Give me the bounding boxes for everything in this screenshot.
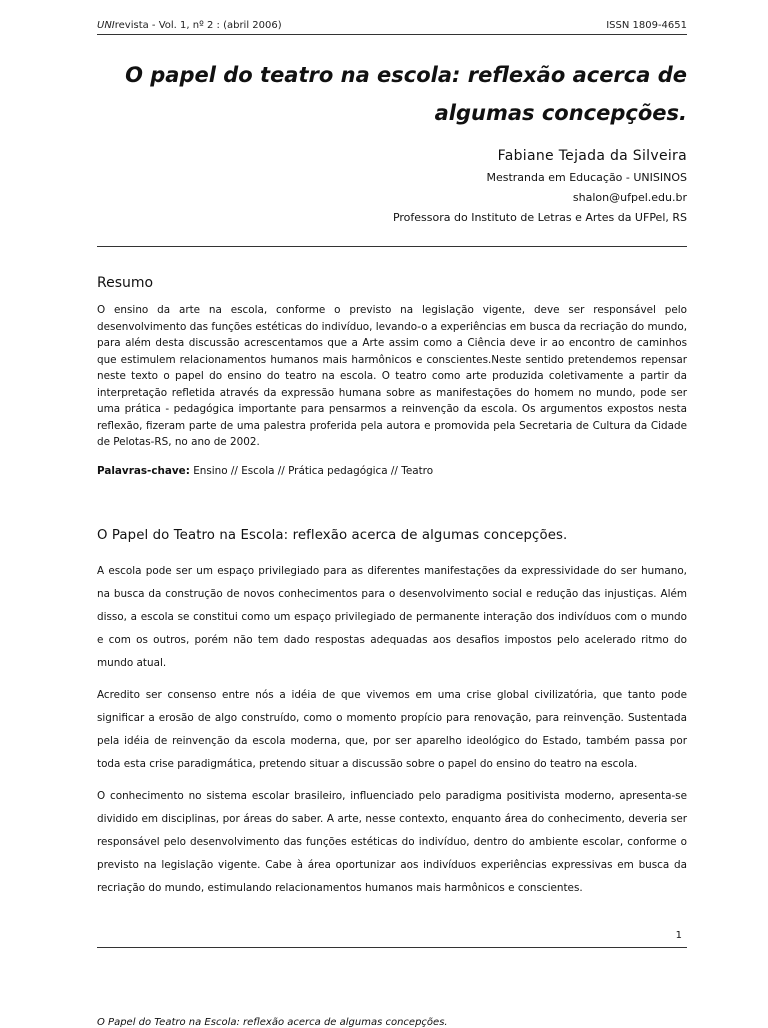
- author-name: Fabiane Tejada da Silveira: [497, 148, 687, 164]
- abstract-text: O ensino da arte na escola, conforme o previsto na legislação vigente, deve ser responsável pelo desenvolvimento das funções estéticas do indivíduo, levando-o a experiências em busca da recriação do mundo, para além desta discussão acrescentamos que a Arte assim como a Ciência deve ir ao encontro de caminhos que estimulem relacionamentos humanos mais harmônicos e conscientes.Neste sentido pretendemos repensar neste texto o papel do ensino do teatro na escola. O teatro como arte produzida coletivamente a partir da interpretação refletida através da expressão humana sobre as manifestações do homem no mundo, pode ser uma prática - pedagógica importante para pensarmos a reinvenção da escola. Os argumentos expostos nesta reflexão, fizeram parte de uma palestra proferida pela autora e promovida pela Secretaria de Cultura da Cidade de Pelotas-RS, no ano de 2002.: [97, 304, 687, 448]
- keywords-label: Palavras-chave:: [97, 465, 190, 477]
- journal-name: UNIrevista - Vol. 1, nº 2 : (abril 2006): [97, 20, 282, 31]
- author-affiliation-2: Professora do Instituto de Letras e Artes da UFPel, RS: [392, 211, 687, 224]
- title-line-2: algumas concepções.: [434, 101, 687, 125]
- running-footer: O Papel do Teatro na Escola: reflexão acerca de algumas concepções.: [97, 1017, 448, 1028]
- title-line-1: O papel do teatro na escola: reflexão acerca de: [125, 63, 687, 87]
- abstract-heading: Resumo: [97, 275, 154, 291]
- keywords-list: Ensino // Escola // Prática pedagógica // Teatro: [193, 465, 434, 477]
- divider-top: [97, 246, 687, 247]
- keywords: [97, 465, 433, 477]
- page-number: 1: [675, 930, 682, 941]
- paragraph-3: O conhecimento no sistema escolar brasileiro, influenciado pelo paradigma positivista moderno, apresenta-se dividido em disciplinas, por áreas do saber. A arte, nesse contexto, enquanto área do conhecimento, deveria ser responsável pelo desenvolvimento das funções estéticas do indivíduo, dentro do ambiente escolar, conforme o previsto na legislação vigente. Cabe à área oportunizar aos indivíduos experiências expressivas em busca da recriação do mundo, estimulando relacionamentos humanos mais harmônicos e conscientes.: [97, 790, 687, 894]
- divider-bottom: [97, 947, 687, 948]
- author-affiliation-1: Mestranda em Educação - UNISINOS: [486, 171, 687, 184]
- author-block: [97, 148, 687, 228]
- body-text: [97, 560, 687, 909]
- section-heading: O Papel do Teatro na Escola: reflexão acerca de algumas concepções.: [97, 528, 568, 543]
- author-email: shalon@ufpel.edu.br: [572, 191, 687, 204]
- paragraph-2: Acredito ser consenso entre nós a idéia de que vivemos em uma crise global civilizatória, que tanto pode significar a erosão de algo construído, como o momento propício para renovação, para reinvenção. Sustentada pela idéia de reinvenção da escola moderna, que, por ser aparelho ideológico do Estado, também passa por toda esta crise paradigmática, pretendo situar a discussão sobre o papel do ensino do teatro na escola.: [97, 689, 687, 770]
- paper-title: [97, 56, 687, 132]
- issn: ISSN 1809-4651: [606, 20, 687, 31]
- paragraph-1: A escola pode ser um espaço privilegiado para as diferentes manifestações da expressividade do ser humano, na busca da construção de novos conhecimentos para o desenvolvimento social e redução das injustiças. Além disso, a escola se constitui como um espaço privilegiado de permanente interação dos indivíduos com o mundo e com os outros, porém não tem dado respostas adequadas aos desafios impostos pelo acelerado ritmo do mundo atual.: [97, 565, 687, 669]
- running-header: [97, 20, 687, 35]
